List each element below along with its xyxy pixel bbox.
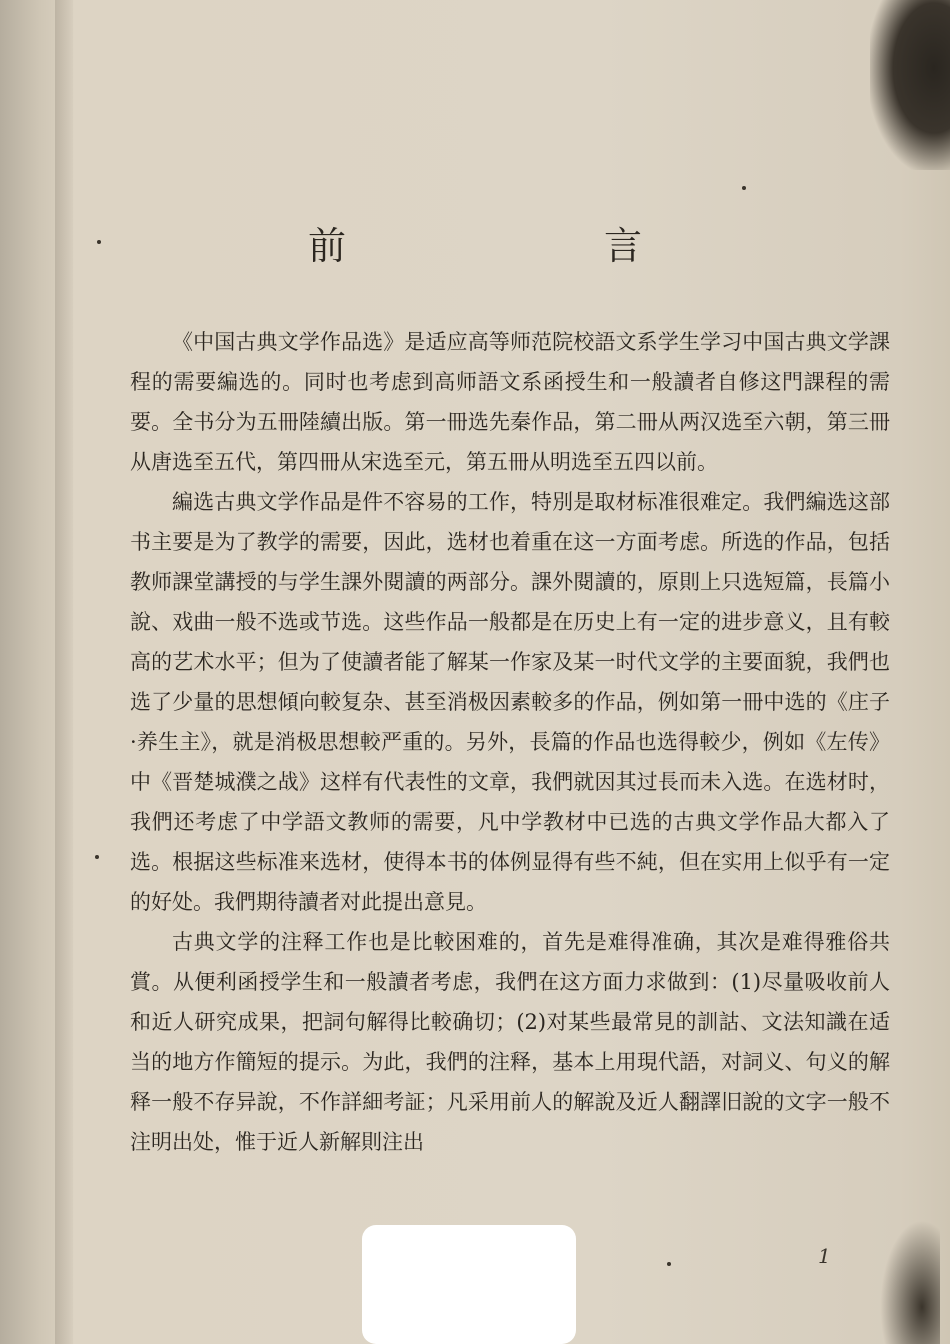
speck (667, 1262, 671, 1266)
speck (95, 855, 99, 859)
book-spine-shadow (55, 0, 73, 1344)
speck (742, 186, 746, 190)
corner-damage (870, 0, 950, 170)
paragraph-2: 編选古典文学作品是件不容易的工作，特別是取材标准很难定。我們編选这部书主要是为了教学的需要，因此，选材也着重在这一方面考虑。所选的作品，包括教师課堂講授的与学生課外閱讀的两部分。課外閱讀的，原則上只选短篇，長篇小說、戏曲一般不选或节选。这些作品一般都是在历史上有一定的进步意义，且有較高的艺术水平；但为了使讀者能了解某一作家及某一时代文学的主要面貌，我們也选了少量的思想傾向較复杂、甚至消极因素較多的作品，例如第一冊中选的《庄子·养生主》，就是消极思想較严重的。另外，長篇的作品也选得較少，例如《左传》中《晋楚城濮之战》这样有代表性的文章，我們就因其过長而未入选。在选材时，我們还考虑了中学語文教师的需要，凡中学教材中已选的古典文学作品大都入了选。根据这些标准来选材，使得本书的体例显得有些不純，但在实用上似乎有一定的好处。我們期待讀者对此提出意見。 (130, 490, 890, 914)
paragraph-1: 《中国古典文学作品选》是适应高等师范院校語文系学生学习中国古典文学課程的需要編选的。同时也考虑到高师語文系函授生和一般讀者自修这門課程的需要。全书分为五冊陸續出版。第一冊选先秦作品，第二冊从两汉选至六朝，第三冊从唐选至五代，第四冊从宋选至元，第五冊从明选至五四以前。 (130, 330, 890, 474)
page-title: 前 言 (307, 224, 752, 268)
corner-damage-bottom (880, 1220, 940, 1344)
redaction-block (362, 1225, 576, 1344)
preface-body (130, 322, 890, 1162)
page-number: 1 (818, 1244, 831, 1268)
paragraph-3: 古典文学的注释工作也是比較困难的，首先是难得准确，其次是难得雅俗共賞。从便利函授学生和一般讀者考虑，我們在这方面力求做到：(1)尽量吸收前人和近人研究成果，把詞句解得比較确切；(2)对某些最常見的訓詁、文法知識在适当的地方作簡短的提示。为此，我們的注释，基本上用現代語，对詞义、句义的解释一般不存异說，不作詳細考証；凡采用前人的解說及近人翻譯旧說的文字一般不注明出处，惟于近人新解則注出 (130, 930, 890, 1154)
